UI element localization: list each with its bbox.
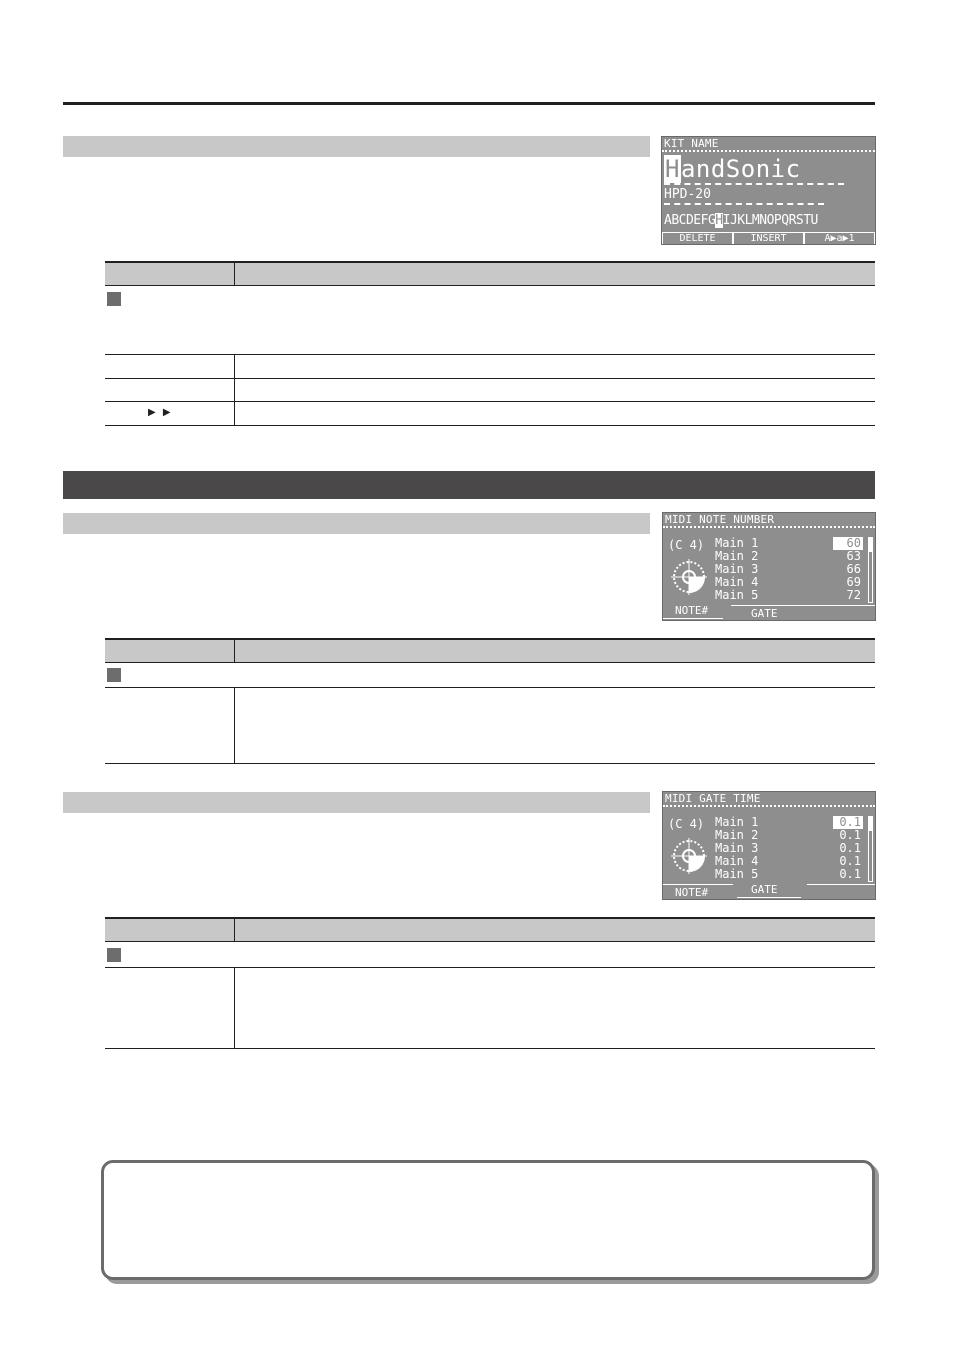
row-value: 0.1 xyxy=(839,854,861,868)
lcd-title-rule xyxy=(662,150,875,152)
column-divider xyxy=(234,967,235,1048)
tab-note[interactable]: NOTE# xyxy=(675,604,709,617)
alphabet-after: IJKLMNOPQRSTU xyxy=(722,213,818,228)
lcd-title: MIDI GATE TIME xyxy=(665,792,761,805)
screen-tabs xyxy=(663,884,875,899)
alphabet-row xyxy=(664,213,818,228)
scrollbar[interactable] xyxy=(868,537,873,603)
note-row[interactable] xyxy=(715,589,863,602)
alphabet-before: ABCDEFG xyxy=(664,213,716,228)
row-label: Main 1 xyxy=(715,815,759,829)
column-divider xyxy=(234,354,235,425)
column-divider xyxy=(234,687,235,763)
scrollbar[interactable] xyxy=(868,816,873,882)
row-label: Main 4 xyxy=(715,854,759,868)
header-column-divider xyxy=(234,919,235,941)
row-label: Main 5 xyxy=(715,867,759,881)
tab-underline xyxy=(663,618,723,619)
row-label: Main 1 xyxy=(715,536,759,550)
name-underline xyxy=(664,183,844,185)
category-square-icon xyxy=(107,292,121,306)
row-value: 63 xyxy=(846,549,861,563)
scrollbar-thumb xyxy=(869,538,872,552)
top-rule xyxy=(63,102,875,105)
insert-button[interactable]: INSERT xyxy=(733,233,804,245)
row-value: 69 xyxy=(846,575,861,589)
kit-name-table-header xyxy=(105,261,875,286)
kit-name-lcd xyxy=(661,136,876,245)
midi-gate-table-header xyxy=(105,917,875,942)
tab-gate[interactable]: GATE xyxy=(751,607,778,620)
category-square-icon xyxy=(107,668,121,682)
alphabet-selected[interactable]: H xyxy=(715,213,723,228)
midi-gate-lcd xyxy=(662,791,876,900)
note-name: (C 4) xyxy=(668,538,705,552)
lcd-title: KIT NAME xyxy=(664,137,719,150)
note-name: (C 4) xyxy=(668,817,705,831)
sub-name: HPD-20 xyxy=(664,187,711,202)
row-label: Main 2 xyxy=(715,549,759,563)
table-bottom-rule xyxy=(105,1048,875,1049)
lcd-title-rule xyxy=(663,805,875,807)
row-label: Main 3 xyxy=(715,841,759,855)
pad-icon xyxy=(669,836,709,878)
midi-gate-section-bar xyxy=(63,792,650,813)
tab-topline xyxy=(663,884,733,885)
row-label: Main 2 xyxy=(715,828,759,842)
sub-name-underline xyxy=(664,203,824,205)
header-column-divider xyxy=(234,640,235,662)
row-value: 72 xyxy=(846,588,861,602)
arrow-icons: ▶ ▶ xyxy=(148,407,173,418)
function-buttons xyxy=(662,232,875,245)
pad-icon xyxy=(669,557,709,599)
table-bottom-rule xyxy=(105,425,875,426)
row-value: 0.1 xyxy=(833,816,863,829)
header-column-divider xyxy=(234,263,235,285)
scrollbar-thumb xyxy=(869,817,872,831)
note-box xyxy=(101,1160,875,1280)
name-rest: andSonic xyxy=(680,155,801,183)
row-divider xyxy=(105,354,875,355)
row-divider xyxy=(105,967,875,968)
main-section-bar xyxy=(63,471,875,499)
row-divider xyxy=(105,401,875,402)
midi-note-lcd xyxy=(662,512,876,621)
row-value: 0.1 xyxy=(839,828,861,842)
note-rows xyxy=(715,537,863,602)
row-divider xyxy=(105,687,875,688)
row-label: Main 4 xyxy=(715,575,759,589)
category-square-icon xyxy=(107,948,121,962)
row-value: 0.1 xyxy=(839,841,861,855)
row-value: 60 xyxy=(833,537,863,550)
tab-topline xyxy=(731,605,875,606)
midi-note-section-bar xyxy=(63,513,650,534)
tab-note[interactable]: NOTE# xyxy=(675,886,709,899)
tab-gate[interactable]: GATE xyxy=(751,883,778,896)
delete-button[interactable]: DELETE xyxy=(662,233,733,245)
row-divider xyxy=(105,378,875,379)
case-toggle-button[interactable]: A▶a▶1 xyxy=(804,233,875,245)
row-label: Main 5 xyxy=(715,588,759,602)
screen-tabs xyxy=(663,605,875,620)
gate-row[interactable] xyxy=(715,868,863,881)
lcd-title: MIDI NOTE NUMBER xyxy=(665,513,775,526)
row-label: Main 3 xyxy=(715,562,759,576)
table-bottom-rule xyxy=(105,763,875,764)
lcd-title-rule xyxy=(663,526,875,528)
name-cursor-char: H xyxy=(665,155,680,183)
kit-name-section-bar xyxy=(63,136,650,157)
kit-name-value xyxy=(664,155,801,183)
tab-underline xyxy=(737,897,801,898)
tab-topline xyxy=(807,884,875,885)
row-value: 0.1 xyxy=(839,867,861,881)
gate-rows xyxy=(715,816,863,881)
midi-note-table-header xyxy=(105,638,875,663)
row-value: 66 xyxy=(846,562,861,576)
